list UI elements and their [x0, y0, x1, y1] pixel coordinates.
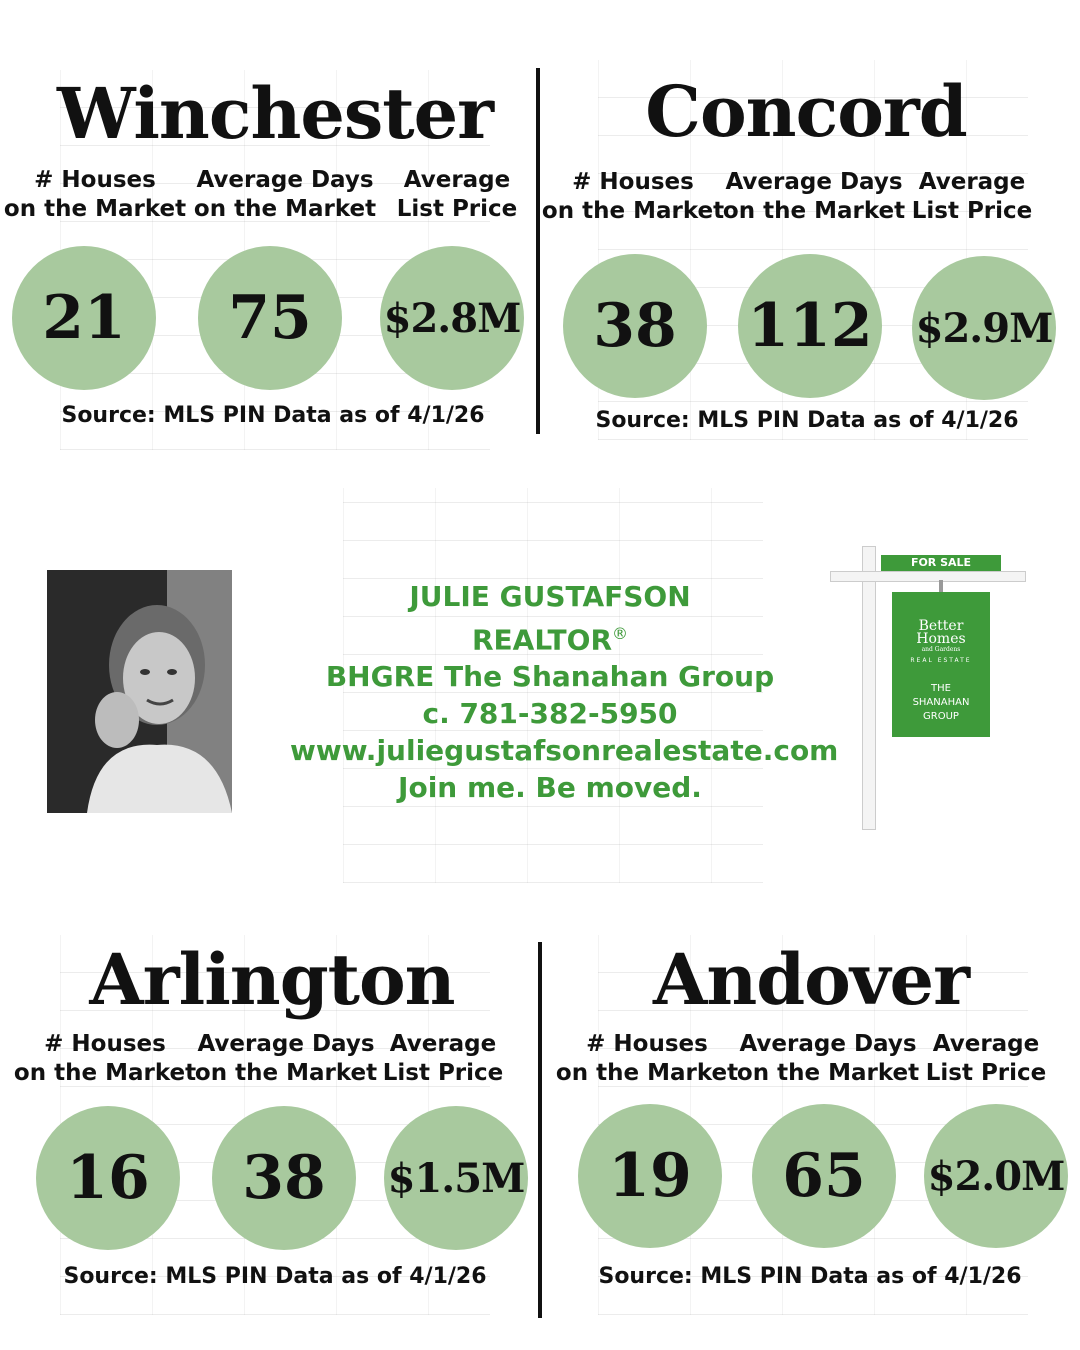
agent-name: JULIE GUSTAFSON — [409, 580, 691, 613]
source-note: Source: MLS PIN Data as of 4/1/26 — [61, 403, 485, 428]
houses-circle — [563, 254, 707, 398]
days-label: Average Days on the Market — [194, 1031, 378, 1086]
days-value: 112 — [747, 291, 873, 361]
days-circle — [752, 1104, 896, 1248]
price-label: Average List Price — [382, 1031, 504, 1086]
sign-post-vertical — [862, 546, 876, 830]
price-label: Average List Price — [396, 167, 518, 222]
price-circle — [380, 246, 524, 390]
sign-hanger — [939, 580, 943, 592]
houses-label: # Houses on the Market — [541, 169, 725, 224]
for-sale-label: FOR SALE — [881, 555, 1001, 571]
days-circle — [738, 254, 882, 398]
panel-arlington — [0, 900, 540, 1350]
source-note: Source: MLS PIN Data as of 4/1/26 — [598, 1264, 1022, 1289]
price-circle — [912, 256, 1056, 400]
agent-phone[interactable]: c. 781-382-5950 — [422, 697, 678, 731]
city-title: Winchester — [56, 72, 494, 155]
houses-value: 16 — [66, 1143, 150, 1213]
contact-block — [290, 578, 839, 806]
city-title: Concord — [645, 70, 967, 153]
days-value: 75 — [228, 283, 312, 353]
houses-label: # Houses on the Market — [13, 1031, 197, 1086]
city-title: Arlington — [89, 938, 455, 1021]
source-note: Source: MLS PIN Data as of 4/1/26 — [595, 408, 1019, 433]
houses-value: 38 — [593, 291, 677, 361]
days-circle — [212, 1106, 356, 1250]
sign-post-arm — [830, 571, 1026, 582]
agent-website[interactable]: www.juliegustafsonrealestate.com — [290, 734, 839, 768]
price-value: $2.9M — [915, 304, 1053, 352]
days-value: 38 — [242, 1143, 326, 1213]
houses-value: 21 — [42, 283, 126, 353]
houses-circle — [578, 1104, 722, 1248]
houses-circle — [12, 246, 156, 390]
price-circle — [924, 1104, 1068, 1248]
agent-company: BHGRE The Shanahan Group — [325, 660, 775, 694]
houses-label: # Houses on the Market — [3, 167, 187, 222]
agent-photo — [47, 570, 232, 813]
agent-title: REALTOR® — [471, 623, 629, 657]
days-circle — [198, 246, 342, 390]
panel-concord — [540, 0, 1080, 450]
city-title: Andover — [653, 938, 969, 1021]
days-value: 65 — [782, 1141, 866, 1211]
price-circle — [384, 1106, 528, 1250]
panel-winchester — [0, 0, 540, 450]
price-label: Average List Price — [911, 169, 1033, 224]
days-label: Average Days on the Market — [736, 1031, 920, 1086]
for-sale-sign-board — [892, 592, 990, 737]
agent-tagline: Join me. Be moved. — [398, 771, 702, 805]
price-value: $1.5M — [387, 1154, 525, 1202]
houses-label: # Houses on the Market — [555, 1031, 739, 1086]
price-value: $2.0M — [927, 1152, 1065, 1200]
houses-circle — [36, 1106, 180, 1250]
days-label: Average Days on the Market — [193, 167, 377, 222]
price-value: $2.8M — [383, 294, 521, 342]
bhg-logo: Better Homes and Gardens — [916, 618, 966, 653]
panel-andover — [540, 900, 1080, 1350]
price-label: Average List Price — [925, 1031, 1047, 1086]
shanahan-group-label: THE SHANAHAN GROUP — [912, 683, 970, 722]
agent-portrait-icon — [47, 570, 232, 813]
source-note: Source: MLS PIN Data as of 4/1/26 — [63, 1264, 487, 1289]
bhg-logo-sub: REAL ESTATE — [910, 657, 972, 664]
houses-value: 19 — [608, 1141, 692, 1211]
days-label: Average Days on the Market — [722, 169, 906, 224]
